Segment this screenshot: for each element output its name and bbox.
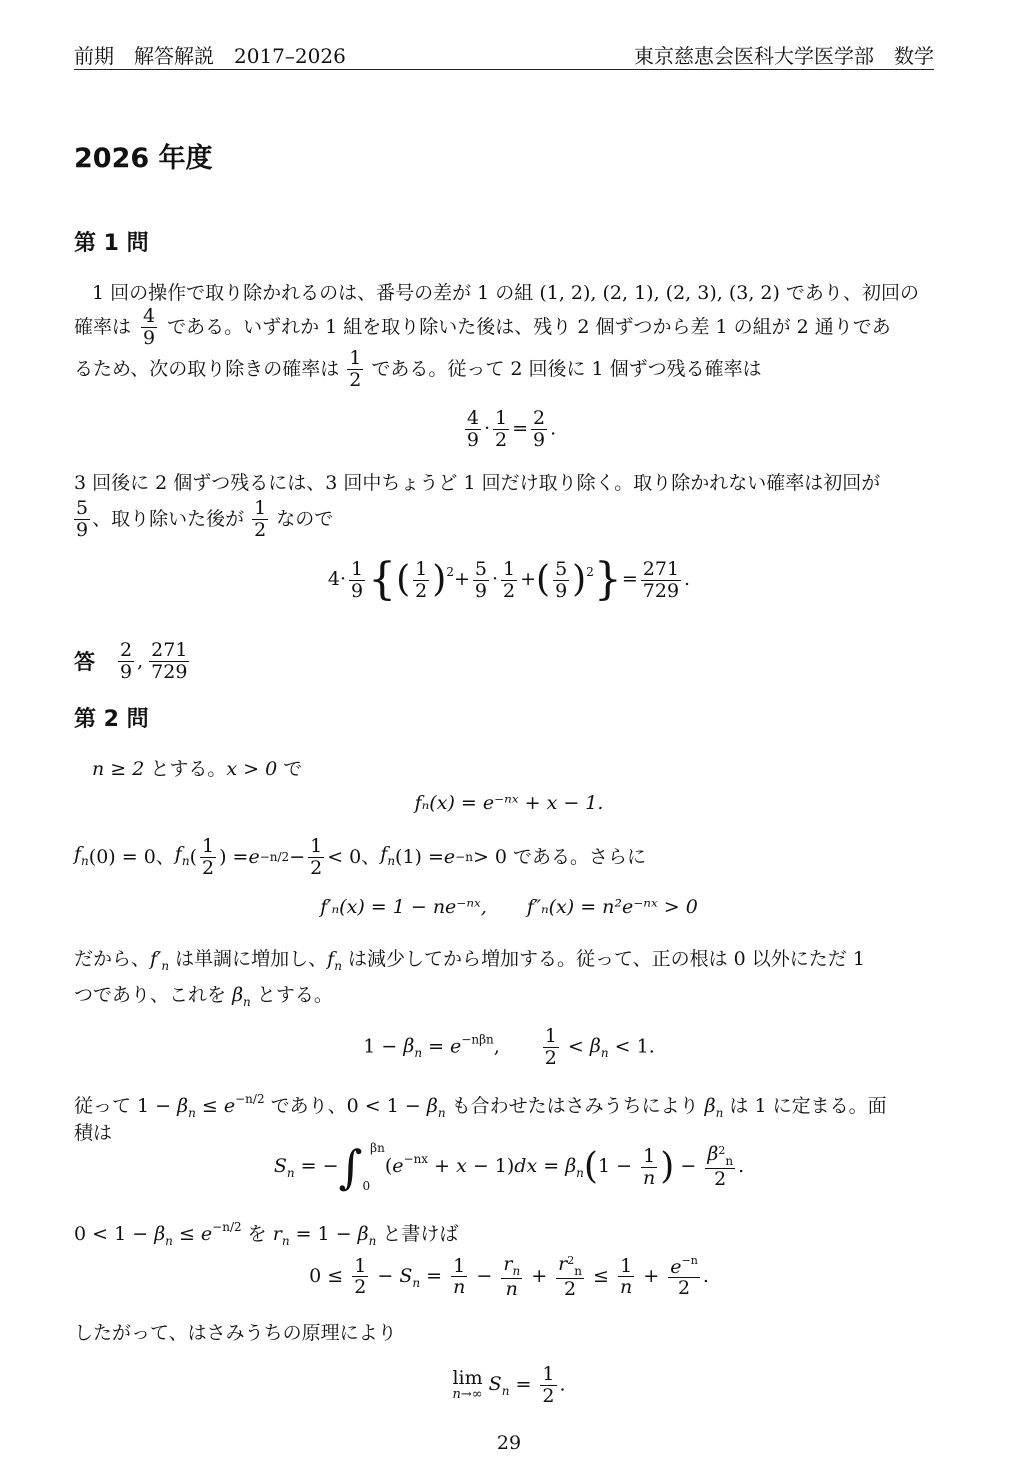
page-number: 29 <box>496 1432 522 1454</box>
q2-line4: つであり、これを $\beta_n$ とする。 <box>74 984 333 1009</box>
q2-line8: したがって、はさみうちの原理により <box>74 1322 397 1344</box>
q1-line3: るため、次の取り除きの確率は $\frac{1}{2}$ である。従って 2 回後に 1 個ずつ残る確率は <box>74 347 762 391</box>
q2-eq6: lim n→∞ $S_n$ = $\frac{1}{2}$ . <box>452 1363 566 1407</box>
year-title: 2026 年度 <box>74 143 213 174</box>
q2-title: 第 2 問 <box>74 707 149 732</box>
q1-answer: 答 $\frac{2}{9}$ , $\frac{271}{729}$ <box>74 639 188 683</box>
q2-eq3: $1 - \beta_n = e^{-n\beta n}$, $\frac{1}{2}$ < $\beta_n < 1$. <box>363 1025 655 1069</box>
q2-line1: n ≥ 2 とする。x > 0 で <box>92 758 303 780</box>
frac-4-9: $\frac{4}{9}$ <box>143 305 156 349</box>
q2-line2: $f_n$ (0) = 0、 $f_n$ ( $\frac{1}{2}$ ) = e −n/2 − $\frac{1}{2}$ < 0、 $f_n$ (1) = e −n > 0 である。さらに <box>74 835 647 879</box>
q1-title: 第 1 問 <box>74 231 149 256</box>
q2-line5: 従って $1 - \beta_n \le e^{-n/2}$ であり、$0 < 1 - \beta_n$ も合わせたはさみうちにより $\beta_n$ は 1 に定まる。面 <box>74 1092 887 1120</box>
q2-eq2: f′ₙ(x) = 1 − ne⁻ⁿˣ, f″ₙ(x) = n²e⁻ⁿˣ > 0 <box>320 896 698 918</box>
q1-line4: 3 回後に 2 個ずつ残るには、3 回中ちょうど 1 回だけ取り除く。取り除かれない確率は初回が <box>74 472 881 494</box>
q2-line6: 積は <box>74 1122 113 1144</box>
header-left: 前期 解答解説 2017–2026 <box>74 44 346 68</box>
q2-eq4: $S_n = -\int_0^{\beta n}(e^{-nx} + x - 1)dx = \beta_n(1$ − $\frac{1}{n}$ ) − $\frac{\beta^2_n}{2}$ . <box>273 1140 745 1194</box>
q1-line1: 1 回の操作で取り除かれるのは、番号の差が 1 の組 (1, 2), (2, 1), (2, 3), (3, 2) であり、初回の <box>92 282 919 304</box>
header-rule <box>74 69 934 70</box>
header-right: 東京慈恵会医科大学医学部 数学 <box>634 44 934 68</box>
q2-line3: だから、$f'_n$ は単調に増加し、$f_n$ は減少してから増加する。従って、正の根は 0 以外にただ 1 <box>74 948 865 973</box>
q1-line2: 確率は $\frac{4}{9}$ である。いずれか 1 組を取り除いた後は、残り 2 個ずつから差 1 の組が 2 通りであ <box>74 305 891 349</box>
q1-eq1: $\frac{4}{9}$ · $\frac{1}{2}$ = $\frac{2}{9}$ . <box>466 407 557 451</box>
q1-line5: $\frac{5}{9}$ 、取り除いた後が $\frac{1}{2}$ なので <box>76 497 334 541</box>
q2-line7: $0 < 1 - \beta_n \le e^{-n/2}$ を $r_n = 1 - \beta_n$ と書けば <box>74 1220 459 1248</box>
q1-eq2: 4· $\frac{1}{9}$ {( $\frac{1}{2}$ )$^2$+ $\frac{5}{9}$ · $\frac{1}{2}$ +( $\frac{5}{9}$ )$^2$}= $\frac{271}{729}$ . <box>327 554 691 605</box>
q2-eq5: 0 ≤ $\frac{1}{2}$ − $S_n$ = $\frac{1}{n}$ − $\frac{r_n}{n}$ + $\frac{r^2_n}{2}$ ≤ $\frac{1}{n}$ + $\frac{e^{-n}}{2}$ . <box>309 1253 709 1300</box>
q2-eq1: fₙ(x) = e⁻ⁿˣ + x − 1. <box>414 792 604 814</box>
frac-1-2: $\frac{1}{2}$ <box>349 347 362 391</box>
